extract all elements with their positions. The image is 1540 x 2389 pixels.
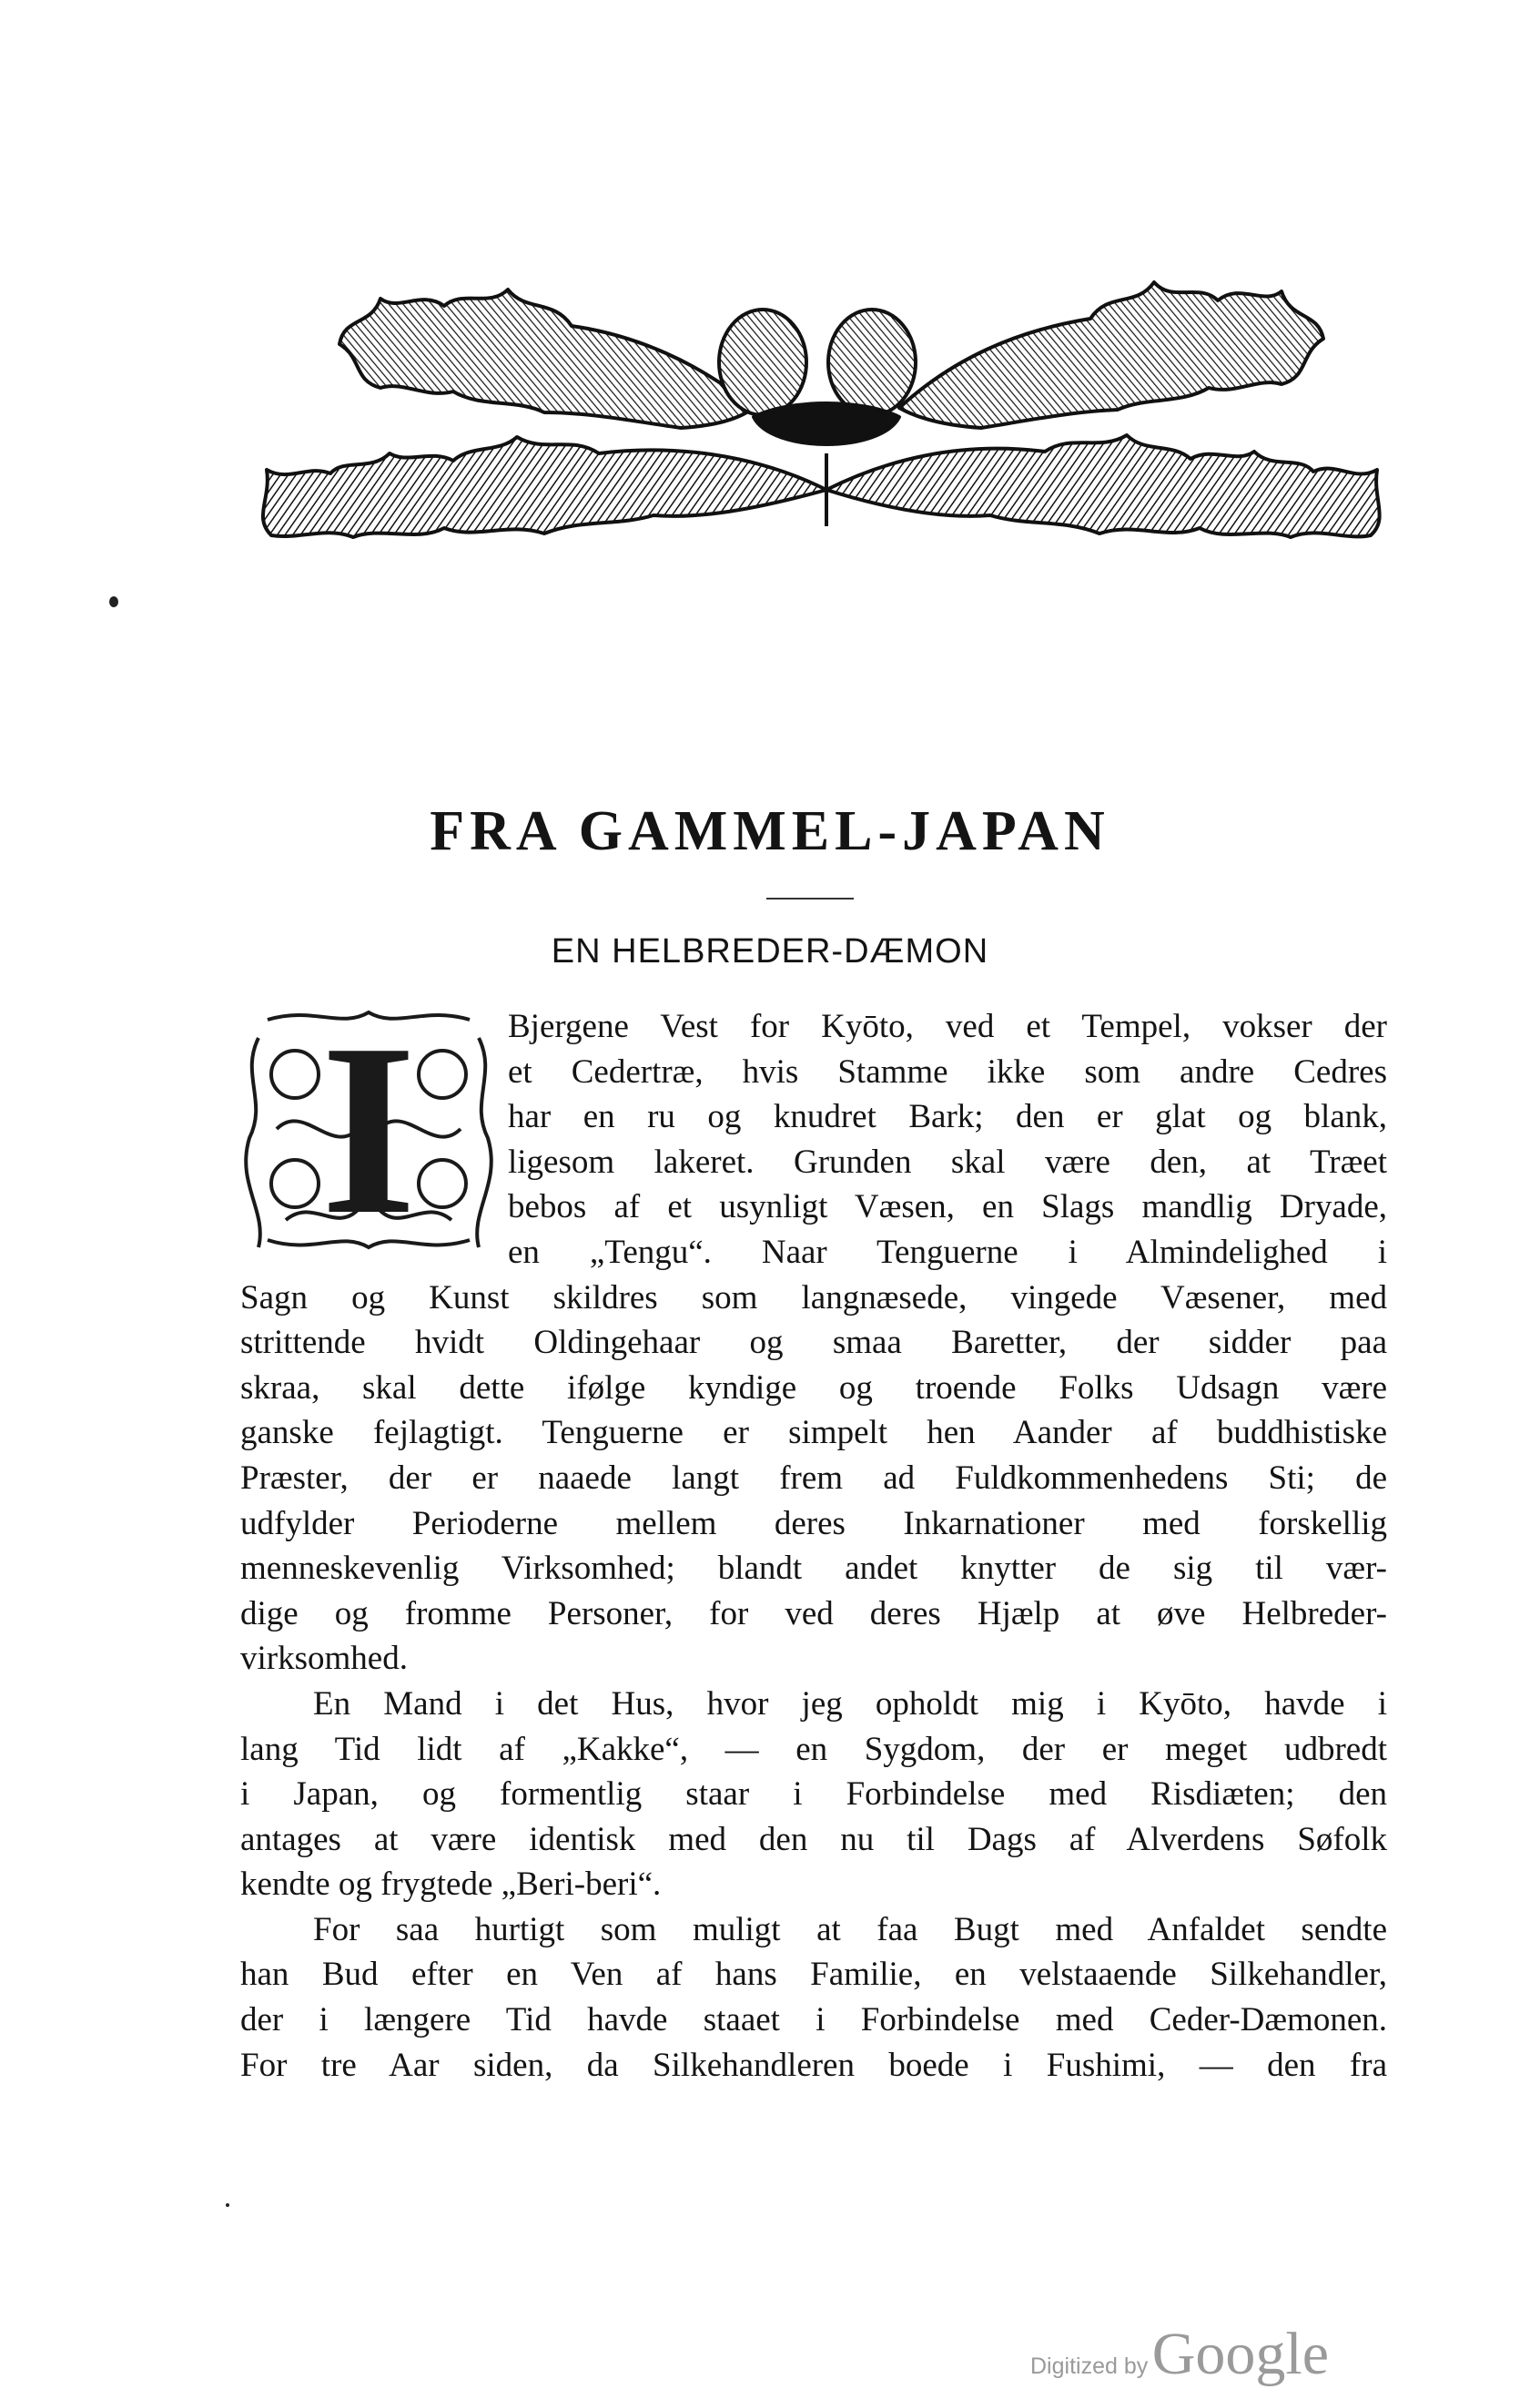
upper-right-oak-leaf <box>899 282 1323 428</box>
left-oak-leaf <box>263 437 826 537</box>
text-line: For saa hurtigt som muligt at faa Bugt med Anfaldet sendte <box>313 1910 1387 1948</box>
text-line: En Mand i det Hus, hvor jeg opholdt mig i Kyōto, havde i <box>313 1684 1387 1723</box>
text-line: lang Tid lidt af „Kakke“, — en Sygdom, der er meget udbredt <box>240 1730 1387 1768</box>
title-divider <box>766 898 854 900</box>
oak-leaf-ornament <box>244 226 1393 554</box>
text-line: Bjergene Vest for Kyōto, ved et Tempel, vokser der <box>508 1008 1387 1045</box>
text-line: bebos af et usynligt Væsen, en Slags mandlig Dryade, <box>508 1188 1387 1226</box>
text-line: udfylder Perioderne mellem deres Inkarnationer med forskellig <box>240 1504 1387 1542</box>
chapter-title: FRA GAMMEL-JAPAN <box>430 800 1110 862</box>
acorn-cup <box>754 403 899 444</box>
section-subtitle: EN HELBREDER-DÆMON <box>551 932 989 971</box>
ink-speck <box>109 596 118 607</box>
text-line: virksomhed. <box>240 1640 408 1678</box>
text-line: kendte og frygtede „Beri-beri“. <box>240 1865 662 1904</box>
text-line: ganske fejlagtigt. Tenguerne er simpelt hen Aander af buddhistiske <box>240 1414 1387 1452</box>
text-line: der i længere Tid havde staaet i Forbindelse med Ceder-Dæmonen. <box>240 2001 1387 2039</box>
text-line: et Cedertræ, hvis Stamme ikke som andre Cedres <box>508 1052 1387 1091</box>
text-line: For tre Aar siden, da Silkehandleren boede i Fushimi, — den fra <box>240 2046 1387 2084</box>
acorn-left <box>719 310 806 415</box>
digitized-watermark <box>1030 2320 1329 2389</box>
watermark-brand: Google <box>1151 2321 1329 2387</box>
text-line: han Bud efter en Ven af hans Familie, en velstaaende Silkehandler, <box>240 1956 1387 1994</box>
text-line: Sagn og Kunst skildres som langnæsede, vingede Væsener, med <box>240 1278 1387 1316</box>
text-line: antages at være identisk med den nu til Dags af Alverdens Søfolk <box>240 1820 1387 1858</box>
text-line: strittende hvidt Oldingehaar og smaa Baretter, der sidder paa <box>240 1324 1387 1362</box>
upper-left-oak-leaf <box>339 290 754 428</box>
acorn-right <box>828 310 916 415</box>
right-oak-leaf <box>826 435 1380 537</box>
text-line: menneskevenlig Virksomhed; blandt andet knytter de sig til vær- <box>240 1550 1387 1588</box>
watermark-prefix: Digitized by <box>1030 2353 1149 2379</box>
text-line: har en ru og knudret Bark; den er glat og blank, <box>508 1098 1387 1136</box>
text-line: i Japan, og formentlig staar i Forbindelse med Risdiæten; den <box>240 1775 1387 1814</box>
text-line: Præster, der er naaede langt frem ad Fuldkommenhedens Sti; de <box>240 1459 1387 1497</box>
text-line: ligesom lakeret. Grunden skal være den, at Træet <box>508 1143 1387 1181</box>
text-line: skraa, skal dette ifølge kyndige og troende Folks Udsagn være <box>240 1368 1387 1407</box>
drop-cap-letter: I <box>320 993 417 1266</box>
text-line: dige og fromme Personer, for ved deres Hjælp at øve Helbreder- <box>240 1594 1387 1632</box>
body-text <box>240 1004 1387 2088</box>
ink-speck <box>226 2203 229 2207</box>
text-line: en „Tengu“. Naar Tenguerne i Almindelighed i <box>508 1233 1387 1271</box>
